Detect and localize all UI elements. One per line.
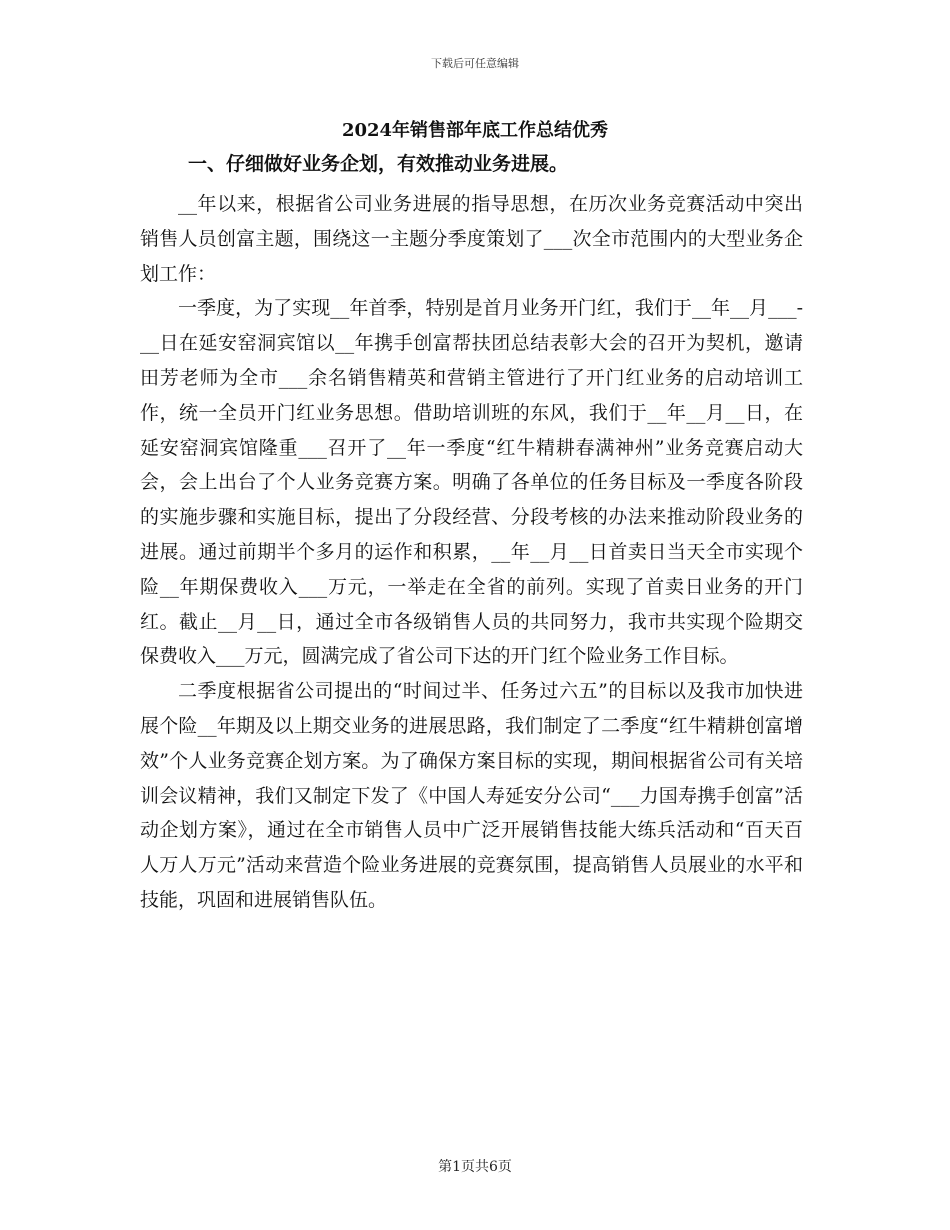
body-text	[140, 187, 803, 918]
paragraph: 二季度根据省公司提出的“时间过半、任务过六五”的目标以及我市加快进展个险__年期及以上期交业务的进展思路，我们制定了二季度“红牛精耕创富增效”个人业务竞赛企划方案。为了确保方案目标的实现，期间根据省公司有关培训会议精神，我们又制定下发了《中国人寿延安分公司“___力国寿携手创富”活动企划方案》，通过在全市销售人员中广泛开展销售技能大练兵活动和“百天百人万人万元”活动来营造个险业务进展的竞赛氛围，提高销售人员展业的水平和技能，巩固和进展销售队伍。	[140, 680, 803, 911]
paragraph: __年以来，根据省公司业务进展的指导思想，在历次业务竞赛活动中突出销售人员创富主题，围绕这一主题分季度策划了___次全市范围内的大型业务企划工作：	[140, 193, 803, 285]
paragraph: 一季度，为了实现__年首季，特别是首月业务开门红，我们于__年__月___-__日在延安窑洞宾馆以__年携手创富帮扶团总结表彰大会的召开为契机，邀请田芳老师为全市___余名销售精英和营销主管进行了开门红业务的启动培训工作，统一全员开门红业务思想。借助培训班的东风，我们于__年__月__日，在延安窑洞宾馆隆重___召开了__年一季度“红牛精耕春满神州”业务竞赛启动大会，会上出台了个人业务竞赛方案。明确了各单位的任务目标及一季度各阶段的实施步骤和实施目标，提出了分段经营、分段考核的办法来推动阶段业务的进展。通过前期半个多月的运作和积累，__年__月__日首卖日当天全市实现个险__年期保费收入___万元，一举走在全省的前列。实现了首卖日业务的开门红。截止__月__日，通过全市各级销售人员的共同努力，我市共实现个险期交保费收入___万元，圆满完成了省公司下达的开门红个险业务工作目标。	[140, 297, 803, 668]
header-note: 下载后可任意编辑	[431, 57, 519, 70]
section-heading: 一、仔细做好业务企划，有效推动业务进展。	[188, 153, 569, 175]
page-footer: 第1页共6页	[438, 1159, 512, 1175]
document-title: 2024年销售部年底工作总结优秀	[341, 120, 609, 141]
